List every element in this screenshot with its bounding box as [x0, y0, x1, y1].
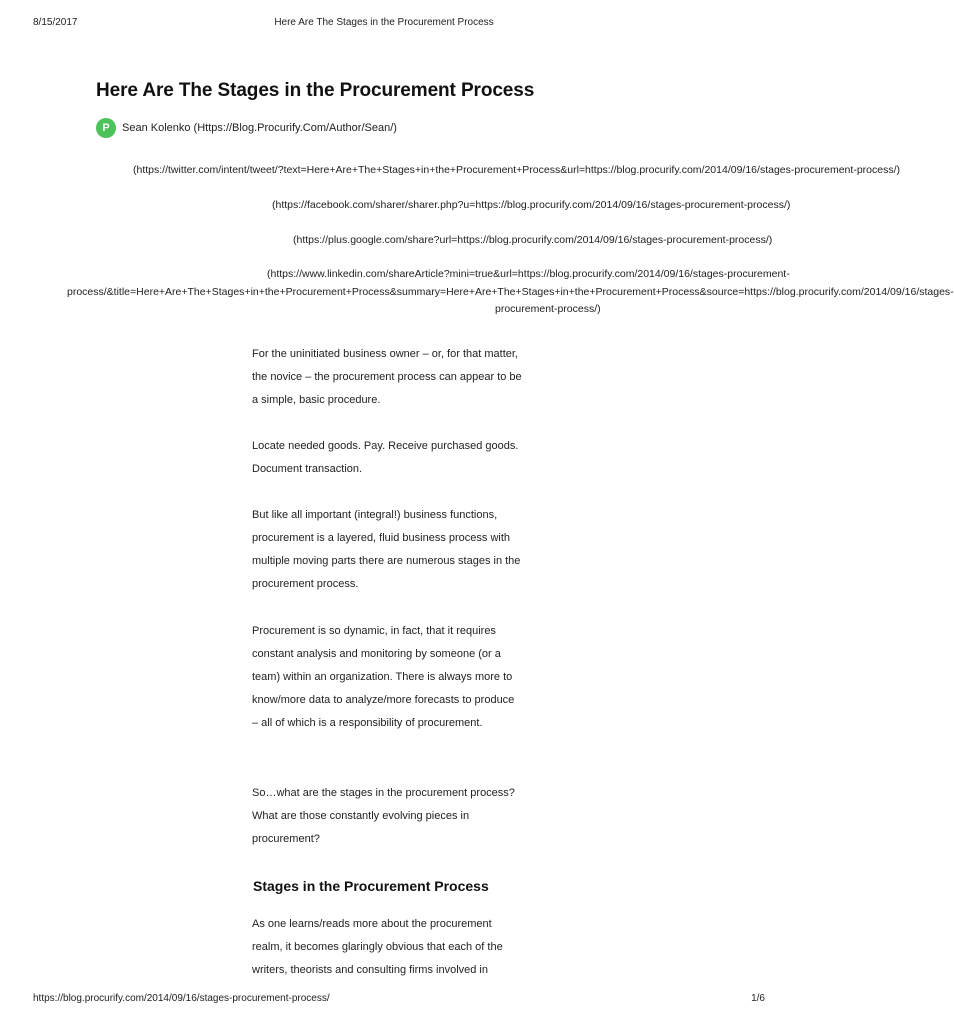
share-linkedin-link-line2[interactable]: process/&title=Here+Are+The+Stages+in+the+Procurement+Process&summary=Here+Are+The+Stages+in+the+Procurement+Process&source=https://blog.procurify.com/2014/09/16/stages- [67, 286, 954, 298]
body-paragraph-5: So…what are the stages in the procurement process? What are those constantly evolving pieces in procurement? [252, 787, 515, 845]
article-title: Here Are The Stages in the Procurement Process [96, 80, 535, 101]
share-google-link[interactable]: (https://plus.google.com/share?url=https://blog.procurify.com/2014/09/16/stages-procurement-process/) [293, 234, 773, 246]
author-name-link[interactable]: Sean Kolenko (Https://Blog.Procurify.Com/Author/Sean/) [122, 122, 397, 134]
body-paragraph-3: But like all important (integral!) business functions, procurement is a layered, fluid business process with multiple moving parts there are numerous stages in the procurement process. [252, 509, 521, 590]
share-facebook-link[interactable]: (https://facebook.com/sharer/sharer.php?u=https://blog.procurify.com/2014/09/16/stages-procurement-process/) [272, 199, 791, 211]
procurify-logo-icon: P [96, 118, 116, 138]
body-paragraph-2: Locate needed goods. Pay. Receive purchased goods. Document transaction. [252, 440, 519, 475]
print-title: Here Are The Stages in the Procurement Process [274, 17, 494, 28]
print-header [0, 17, 768, 33]
print-page-number: 1/6 [751, 993, 765, 1004]
share-linkedin-link-line3[interactable]: procurement-process/) [495, 303, 601, 315]
print-date: 8/15/2017 [33, 17, 78, 28]
body-paragraph-6: As one learns/reads more about the procurement realm, it becomes glaringly obvious that each of the writers, theorists and consulting firms involved in [252, 918, 503, 976]
body-paragraph-4: Procurement is so dynamic, in fact, that it requires constant analysis and monitoring by someone (or a team) within an organization. There is always more to know/more data to analyze/more forecasts to produce – all of which is a responsibility of procurement. [252, 625, 515, 729]
body-paragraph-1: For the uninitiated business owner – or, for that matter, the novice – the procurement process can appear to be a simple, basic procedure. [252, 348, 522, 406]
print-footer-url: https://blog.procurify.com/2014/09/16/stages-procurement-process/ [33, 993, 330, 1004]
print-footer [0, 993, 768, 1009]
author-byline[interactable] [96, 117, 397, 139]
share-twitter-link[interactable]: (https://twitter.com/intent/tweet/?text=Here+Are+The+Stages+in+the+Procurement+Process&url=https://blog.procurify.com/2014/09/16/stages-procurement-process/) [133, 164, 900, 176]
share-linkedin-link-line1[interactable]: (https://www.linkedin.com/shareArticle?mini=true&url=https://blog.procurify.com/2014/09/16/stages-procurement- [267, 268, 790, 280]
section-heading: Stages in the Procurement Process [253, 878, 489, 894]
